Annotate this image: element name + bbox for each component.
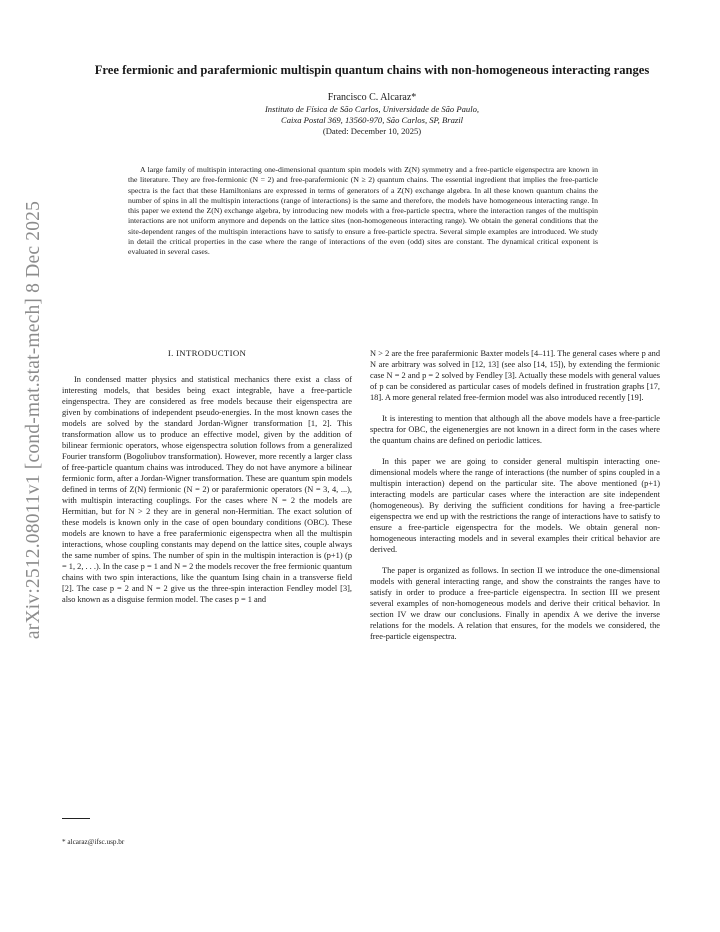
- paragraph: It is interesting to mention that although all the above models have a free-particle spectra for OBC, the eigenenergies are not known in a direct form in the cases where the quantum chains are defined on periodic lattices.: [370, 414, 660, 446]
- paragraph: In condensed matter physics and statistical mechanics there exist a class of interesting models, that besides being exact integrable, have a free-particle eingenspectra. They are considered as free models because their eigenspectra are given by combinations of independent pseudo-energies. In the most known cases the models are solved by the standard Jordan-Wigner transformation [1, 2]. This transformation allow us to produce an effective model, given by the addition of bilinear fermionic operators, whose eigenspectra solution follows from a generalized Fourier transform (Bogoliubov transformation). However, more recently a larger class of free-particle quantum chains was introduced. They do not have anymore a bilinear fermionic form, after a Jordan-Wigner transformation. These are quantum spin models defined in terms of Z(N) fermionic (N = 2) or parafermionic operators (N = 3, 4, ...), with multispin interacting couplings. For the cases where N = 2 the models are Hermitian, but for N > 2 they are in general non-Hermitian. The exact solution of these models is known only in the case of open boundary conditions (OBC). These models are known to have a free parafermionic eigenspectra when all the multispin interactions, whose coupling constants may depend on the lattice sites, couple always the same number of spins. The number of spin in the multispin interaction is (p+1) (p = 1, 2, . . .). In the case p = 1 and N = 2 the models recover the free fermionic quantum chains with two spin interactions, like the quantum Ising chain in a transverse field [2]. The case p = 2 and N = 2 give us the three-spin interaction Fendley model [3], also known as a disguise fermion model. The cases p = 1 and: [62, 375, 352, 605]
- date-line: (Dated: December 10, 2025): [322, 126, 422, 136]
- footnote-divider: [62, 818, 90, 819]
- arxiv-identifier: arXiv:2512.08011v1 [cond-mat.stat-mech] 8 Dec 2025: [23, 200, 44, 640]
- abstract: A large family of multispin interacting one-dimensional quantum spin models with Z(N) symmetry and a free-particle eigenspectra are known in the literature. They are free-fermionic (N = 2) and free-parafermionic (N ≥ 2) quantum chains. The essential ingredient that implies the free-particle spectra is the fact that these Hamiltonians are expressed in terms of generators of a Z(N) exchange algebra. In all these known quantum chains the number of spins in all the multispin interactions (range of interactions) is the same and therefore, the models have homogeneous interacting range. In this paper we extend the Z(N) exchange algebra, by introducing new models with a free-particle spectra, where the interaction ranges of the multispin interactions are not uniform anymore and depends on the lattice sites (non-homogeneous interacting range). We obtain the general conditions that the site-dependent ranges of the multispin interactions have to satisfy to ensure a free-particle spectra. Several simple examples are introduced. We study in detail the critical properties in the case where the range of interactions of the even (odd) sites are constant. The dynamical critical exponent is evaluated in several cases.: [128, 165, 598, 257]
- arxiv-identifier-stamp: [0, 0, 60, 932]
- left-column: [62, 348, 352, 615]
- paragraph: The paper is organized as follows. In section II we introduce the one-dimensional models with general interacting range, and show the constraints the ranges have to satisfy in order to produce a free-particle eigenspectra. In section III we present several examples of non-homogeneous models and derive their critical behavior. In section IV we draw our conclusions. Finally in apendix A we derive the inverse relations for the models. A relation that ensures, for the models we considered, the free-particle eigenspectra.: [370, 566, 660, 642]
- affiliation-line-2: Caixa Postal 369, 13560-970, São Carlos, SP, Brazil: [281, 115, 463, 125]
- author-name: Francisco C. Alcaraz*: [327, 92, 417, 103]
- right-column: [370, 348, 660, 652]
- affiliation-line-1: Instituto de Física de São Carlos, Universidade de São Paulo,: [264, 104, 480, 114]
- paper-header: [72, 62, 672, 137]
- footnote-email: * alcaraz@ifsc.usp.br: [62, 838, 125, 846]
- paragraph: In this paper we are going to consider general multispin interacting one-dimensional models where the range of interactions (the number of spins coupled in a multispin interaction) depend on the particular site. The above mentioned (p+1) interacting models are particular cases where the interaction are site independent (homogeneous). By deriving the sufficient conditions for having a free-particle eigenspectra we end up with the restrictions the range of interactions have to satisfy to ensure a free-particle eigenspectra for the models. We obtain general non-homogeneous interacting models and in several examples their critical behavior are derived.: [370, 457, 660, 555]
- paper-title: Free fermionic and parafermionic multispin quantum chains with non-homogeneous interacting ranges: [94, 63, 650, 77]
- section-heading-introduction: I. INTRODUCTION: [167, 348, 247, 358]
- paragraph: N > 2 are the free parafermionic Baxter models [4–11]. The general cases where p and N are arbitrary was solved in [12, 13] (see also [14, 15]), by extending the fermionic case N = 2 and p = 2 solved by Fendley [3]. Actually these models with general values of p can be considered as particular cases of models defined in frustration graphs [17, 18]. A more general related free-fermion model was also introduced recently [19].: [370, 349, 660, 403]
